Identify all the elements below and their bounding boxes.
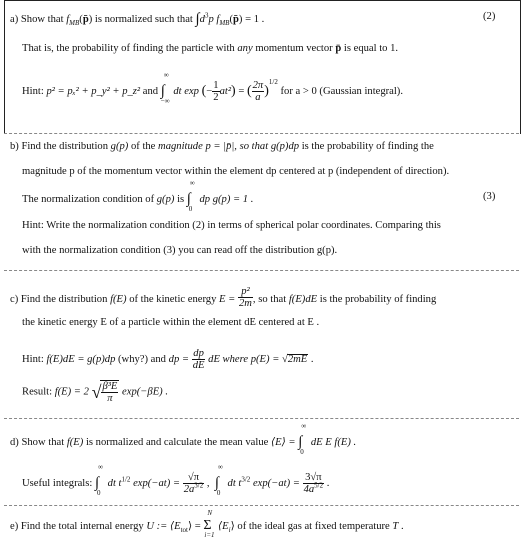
b-g: g(p) [110,141,129,152]
e-Ei2: ⟩ [230,521,235,532]
d-int1-den-pow: 3/2 [194,481,204,490]
limit-bottom: −∞ [160,97,170,106]
b-line3b: is [177,193,185,205]
d-int1: dt t [107,478,122,490]
d-int2-pow: 3/2 [241,475,251,484]
integral-sign-3: ∫ [186,191,191,207]
c-hint-frac-num: dp [193,348,204,359]
eq-number-2: (2) [483,11,496,22]
e-end: . [400,521,404,532]
sum-sign: Σ [203,518,212,533]
part-a-hint: Hint: p² = pₓ² + p_y² + p_z² and ∞ ∫ −∞ dt exp (− $\frac{1}{2}$ at²) = ( $\frac{2\pi}{a}$ )$^{1/2}$ for a > 0 (Gaussian integral). [22,71,403,106]
limit-top: ∞ [163,71,169,80]
f-mb-sub-2: MB [219,19,230,28]
e-line1b: of the ideal gas at fixed temperature [237,521,390,532]
d-comma: , [206,478,210,490]
e-line1a: e) Find the total internal energy [10,521,144,532]
c-line1a: c) Find the distribution [10,294,108,306]
d-limit-top-2: ∞ [97,463,103,472]
d-mean: ⟨E⟩ = [270,436,296,448]
part-e-line1 [10,509,404,539]
d-int2-exp: exp(−at) = [252,478,300,490]
e-Ei: ⟨E [218,521,229,532]
b-line3c: dp g(p) = 1 . [199,193,254,205]
c-line1b: of the kinetic energy [129,294,217,306]
d-end: . [326,478,330,490]
part-c-hint: Hint: f(E)dE = g(p)dp (why?) and dp = $\frac{dp}{dE}$ dE where p(E) = √2mE . [22,348,314,372]
integral-sign-2: ∫ [160,83,165,100]
p-vec-2: p̄ [232,13,239,25]
d-limit-top: ∞ [301,422,307,430]
b-magnitude: magnitude [158,141,203,152]
at2: at² [219,86,231,98]
line2-end: is equal to 1. [343,43,399,54]
part-a-text: is normalized such that [94,13,193,25]
e-U: U := ⟨E [146,521,181,532]
rhs-pow: 1/2 [268,77,278,86]
part-a-line1: a) Show that $f_{MB}(p̄)$ is normalized such that $\int d^3p$ $f_{MB}(p̄) = 1$ . [10,11,265,28]
d-line1b: is normalized and calculate the mean value [85,436,269,448]
e-T: T [392,521,399,532]
c-fdE: f(E)dE [288,294,318,306]
d-int2-den: 4a [303,484,315,496]
e-tot: tot [180,526,188,535]
e-i: i [228,526,231,535]
d-int1-den: 2a [183,484,195,496]
c-hint-f: p(E) = [250,354,280,366]
part-d-useful [22,463,330,498]
d-limit-top-3: ∞ [217,463,223,472]
c-E-eq: E = [219,294,236,306]
hint-label: Hint: [22,86,44,98]
separator-2 [4,270,519,271]
hint-cond: for a > 0 (Gaussian integral). [280,86,403,98]
part-a-label: a) Show that [10,13,64,25]
part-b-line2: magnitude p of the momentum vector within the element dp centered at p (independent of direction). [22,166,450,177]
f-mb: f [66,13,70,25]
p-vec: p̄ [82,13,89,25]
d-line1a: d) Show that [10,436,65,448]
eq-one: = 1 . [245,13,265,25]
hint-and: and [142,86,159,98]
c-hint-e: dE where [208,354,249,366]
b-line3a: The normalization condition of [22,193,155,205]
hint-eq: p² = pₓ² + p_y² + p_z² [46,86,141,98]
c-hint-d: dp = [168,354,190,366]
e-sum-top: N [207,509,213,517]
part-d-line1 [10,422,357,456]
d-f: f(E) [66,436,84,448]
c-result-frac-den: π [107,393,113,405]
d-useful-label: Useful integrals: [22,478,93,490]
d-int2-den-pow: 5/2 [314,481,324,490]
c-hint-c: (why?) and [118,354,166,366]
e-U2: ⟩ = [187,521,201,532]
c-hint-sqrt: 2mE [287,353,308,365]
d-limit-bottom: 0 [300,448,304,456]
part-c-line2: the kinetic energy E of a particle within the element dE centered at E . [22,317,320,328]
d-int1-exp: exp(−at) = [133,478,181,490]
c-hint-end: . [310,354,314,366]
part-b-line1 [10,142,434,153]
p-vec-3: p̄ [335,43,342,54]
c-hint-label: Hint: [22,354,44,366]
integral-sign-5: ∫ [94,475,100,492]
separator-4 [4,505,519,506]
c-line1d: is the probability of finding [319,294,437,306]
b-g-2: g(p) [156,193,175,205]
d-int2: dt t [227,478,242,490]
part-c-result: Result: f(E) = 2 √ $\frac{\text{β³E}}{\pi}$ exp(−βE) . [22,381,168,405]
f-mb-sub: MB [69,19,80,28]
separator-3 [4,418,519,419]
part-b-line3 [22,179,254,213]
d-int1-num: √π [183,472,205,484]
e-sum-bottom: i=1 [204,531,215,539]
c-result-label: Result: [22,386,53,398]
b-limit-top: ∞ [189,179,195,187]
integral-sign-4: ∫ [298,434,303,450]
c-result-b: f(E) = 2 [54,386,89,398]
line2-text: That is, the probability of finding the particle with [22,43,235,54]
part-c-line1 [10,288,436,311]
b-line1d: p = |p̄|, so that [205,141,269,152]
line2-any: any [237,43,253,54]
c-frac-den: 2m [238,298,252,310]
c-frac-num: p² [238,286,253,298]
integral-sign: ∫ [195,11,200,27]
b-line1b: of the [130,141,156,152]
eq-number-3: (3) [483,191,496,202]
b-line1a: b) Find the distribution [10,141,108,152]
part-b-hint1: Hint: Write the normalization condition (2) in terms of spherical polar coordinates. Comparing this [22,220,441,231]
b-line1e: is the probability of finding the [301,141,434,152]
c-f: f(E) [110,294,127,306]
d-limit-bottom-3: 0 [216,489,221,498]
line2-momentum: momentum vector [255,43,333,54]
d-integrand: dE E f(E) . [310,436,357,448]
half-num: 1 [213,80,219,91]
hint-integrand: dt exp [173,86,199,98]
f-mb-2: f [216,13,220,25]
b-limit-bottom: 0 [188,205,193,213]
integral-sign-6: ∫ [214,475,219,492]
part-b-hint2: with the normalization condition (3) you can read off the distribution g(p). [22,245,338,256]
part-a-line2 [22,44,398,55]
c-hint-frac-den: dE [192,360,205,372]
b-gdp: g(p)dp [270,141,300,152]
c-result-frac-num: β³E [102,381,118,392]
separator-1 [4,133,519,134]
rhs-den: a [255,92,261,104]
rhs-num: 2π [252,80,264,91]
c-hint-b: f(E)dE = g(p)dp [46,354,116,366]
c-line1c: , so that [252,294,287,306]
half-den: 2 [213,92,219,104]
c-result-c: exp(−βE) . [122,386,168,398]
d3p: d [199,13,205,25]
d-int2-num: 3√π [303,472,325,484]
d-limit-bottom-2: 0 [96,489,101,498]
d-int1-pow: 1/2 [121,475,131,484]
